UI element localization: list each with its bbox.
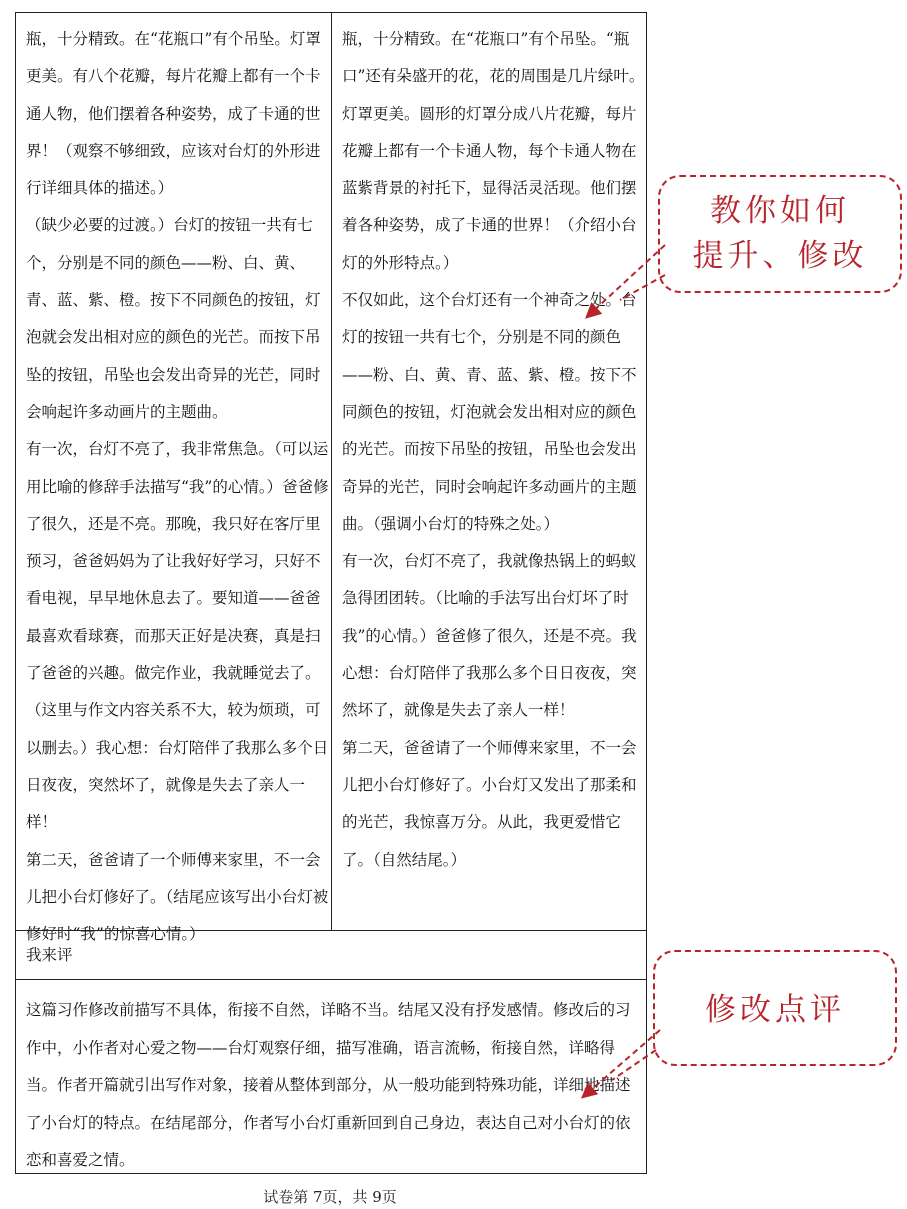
original-paragraph: 第二天，爸爸请了一个师傅来家里，不一会儿把小台灯修好了。（结尾应该写出小台灯被修好时“我”的惊喜心情。） bbox=[26, 850, 329, 944]
original-paragraph: 瓶，十分精致。在“花瓶口”有个吊坠。灯罩更美。有八个花瓣，每片花瓣上都有一个卡通人物，他们摆着各种姿势，成了卡通的世界！（观察不够细致，应该对台灯的外形进行详细具体的描述。） bbox=[26, 30, 321, 198]
revised-paragraph: 不仅如此，这个台灯还有一个神奇之处。台灯的按钮一共有七个，分别是不同的颜色——粉、白、黄、青、蓝、紫、橙。按下不同颜色的按钮，灯泡就会发出相对应的颜色的光芒。而按下吊坠的按钮，吊坠也会发出奇异的光芒，同时会响起许多动画片的主题曲。（强调小台灯的特殊之处。） bbox=[342, 291, 637, 533]
comment-header: 我来评 bbox=[16, 930, 646, 980]
original-draft-column bbox=[16, 13, 332, 944]
revised-paragraph: 有一次，台灯不亮了，我就像热锅上的蚂蚁急得团团转。（比喻的手法写出台灯坏了时我”的心情。）爸爸修了很久，还是不亮。我心想：台灯陪伴了我那么多个日日夜夜，突然坏了，就像是失去了亲人一样！ bbox=[342, 552, 637, 720]
page-footer: 试卷第 7页，共 9页 bbox=[263, 1188, 397, 1206]
comment-text: 这篇习作修改前描写不具体，衔接不自然，详略不当。结尾又没有抒发感情。修改后的习作中，小作者对心爱之物——台灯观察仔细，描写准确，语言流畅，衔接自然，详略得当。作者开篇就引出写作对象，接着从整体到部分，从一般功能到特殊功能，详细地描述了小台灯的特点。在结尾部分，作者写小台灯重新回到自己身边，表达自己对小台灯的依恋和喜爱之情。 bbox=[26, 1001, 631, 1169]
improve-callout bbox=[658, 175, 902, 293]
review-callout: 修改点评 bbox=[653, 950, 897, 1066]
revised-draft-column bbox=[332, 13, 645, 930]
revised-paragraph: 第二天，爸爸请了一个师傅来家里，不一会儿把小台灯修好了。小台灯又发出了那柔和的光芒，我惊喜万分。从此，我更爱惜它了。（自然结尾。） bbox=[342, 738, 637, 869]
revised-paragraph: 瓶，十分精致。在“花瓶口”有个吊坠。“瓶口”还有朵盛开的花，花的周围是几片绿叶。灯罩更美。圆形的灯罩分成八片花瓣，每片花瓣上都有一个卡通人物，每个卡通人物在蓝紫背景的衬托下，显得活灵活现。他们摆着各种姿势，成了卡通的世界！（介绍小台灯的外形特点。） bbox=[342, 30, 645, 272]
original-paragraph: （缺少必要的过渡。）台灯的按钮一共有七个，分别是不同的颜色——粉、白、黄、青、蓝、紫、橙。按下不同颜色的按钮，灯泡就会发出相对应的颜色的光芒。而按下吊坠的按钮，吊坠也会发出奇异的光芒，同时会响起许多动画片的主题曲。 bbox=[26, 216, 321, 421]
improve-callout-line2: 提升、修改 bbox=[692, 238, 868, 274]
original-paragraph: 有一次，台灯不亮了，我非常焦急。（可以运用比喻的修辞手法描写“我”的心情。）爸爸修了很久，还是不亮。那晚，我只好在客厅里预习，爸爸妈妈为了让我好好学习，只好不看电视，早早地休息去了。要知道——爸爸最喜欢看球赛，而那天正好是决赛，真是扫了爸爸的兴趣。做完作业，我就睡觉去了。（这里与作文内容关系不大，较为烦琐，可以删去。）我心想：台灯陪伴了我那么多个日日夜夜，突然坏了，就像是失去了亲人一样！ bbox=[26, 440, 329, 832]
comment-body bbox=[16, 980, 646, 1180]
essay-table bbox=[15, 12, 647, 1174]
improve-callout-line1: 教你如何 bbox=[710, 193, 850, 229]
